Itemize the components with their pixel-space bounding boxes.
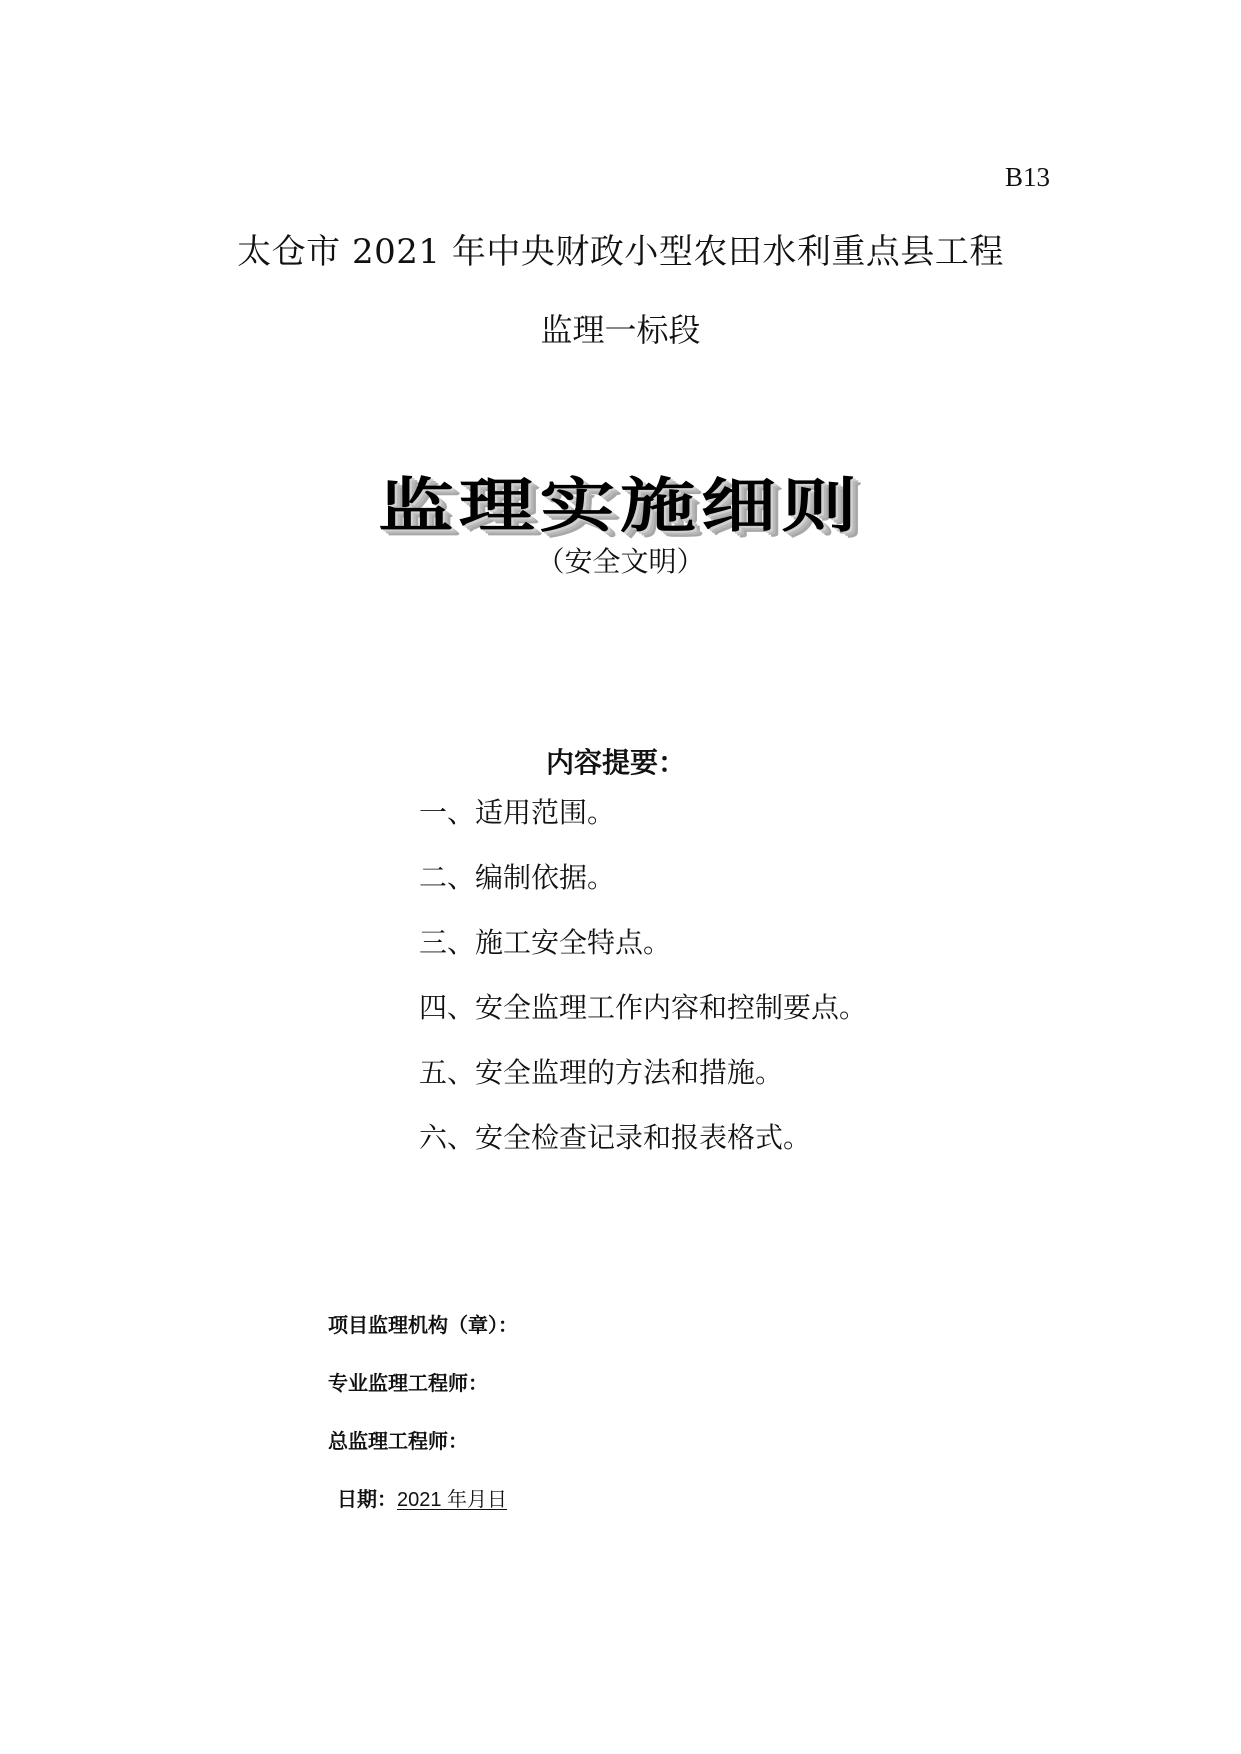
chief-engineer-label: 总监理工程师： xyxy=(328,1429,468,1453)
signature-block xyxy=(328,1313,518,1545)
date-label: 日期： xyxy=(337,1487,397,1511)
main-title: 监理实施细则 xyxy=(378,471,863,540)
main-title-container xyxy=(0,458,1241,543)
summary-item: 一、适用范围。 xyxy=(419,796,616,829)
lot-title: 监理一标段 xyxy=(540,311,701,349)
summary-item: 六、安全检查记录和报表格式。 xyxy=(419,1121,812,1154)
document-code: B13 xyxy=(1004,162,1050,192)
subtitle: （安全文明） xyxy=(536,545,705,578)
summary-list xyxy=(419,794,867,1184)
agency-seal-label: 项目监理机构（章）： xyxy=(328,1313,518,1337)
summary-item: 三、施工安全特点。 xyxy=(419,926,672,959)
summary-item: 四、安全监理工作内容和控制要点。 xyxy=(419,991,868,1024)
summary-heading: 内容提要： xyxy=(546,746,687,779)
project-title: 太仓市 2021 年中央财政小型农田水利重点县工程 xyxy=(237,232,1004,272)
summary-item: 二、编制依据。 xyxy=(419,861,616,894)
summary-item: 五、安全监理的方法和措施。 xyxy=(419,1056,784,1089)
date-row xyxy=(337,1487,518,1545)
date-value: 2021 年月日 xyxy=(397,1489,508,1511)
professional-engineer-label: 专业监理工程师： xyxy=(328,1371,488,1395)
